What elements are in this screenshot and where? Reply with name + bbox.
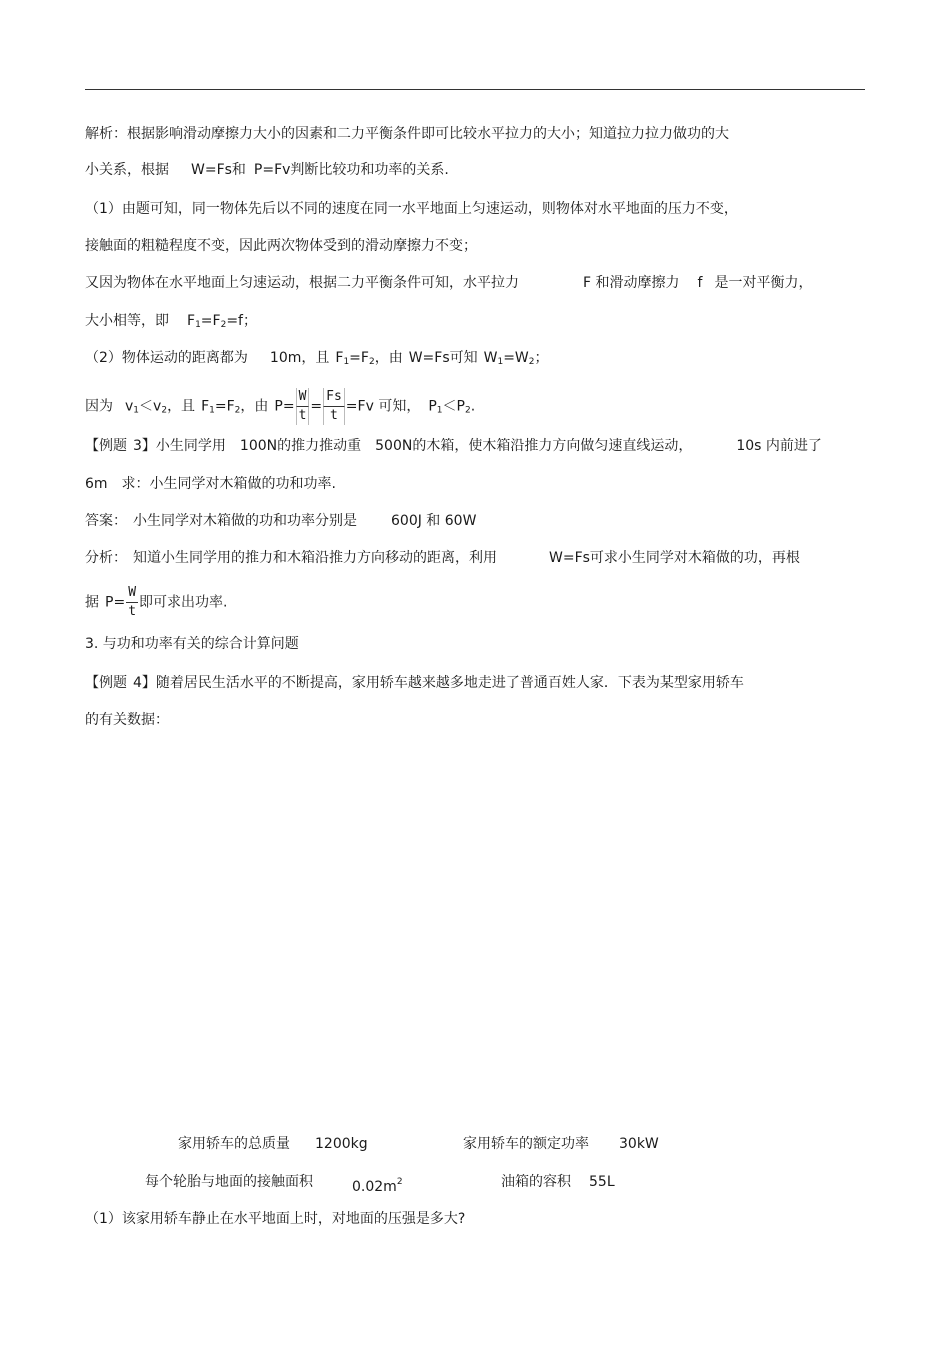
text: 6m [85, 476, 108, 492]
text: 小关系，根据 [85, 162, 169, 178]
formula: F [335, 350, 344, 366]
formula: =Fv 可知， [345, 398, 421, 415]
example-4-line-1 [85, 673, 744, 693]
section-title: 3. 与功和功率有关的综合计算问题 [85, 636, 299, 652]
denominator: t [296, 407, 310, 425]
section-heading [85, 634, 299, 654]
analysis-3-line-2 [85, 584, 227, 621]
text: 【例题 [85, 675, 127, 691]
formula: W=Fs可知 [408, 350, 478, 366]
subscript: 1 [133, 405, 140, 416]
table-cell: 1200kg [315, 1136, 368, 1152]
numerator: W [126, 584, 138, 603]
example-4-line-2 [85, 710, 169, 730]
example-3-line-2 [85, 474, 336, 494]
formula: =F [200, 313, 221, 329]
analysis-line-4 [85, 236, 477, 256]
text: 10s 内前进了 [736, 438, 822, 454]
formula: = [310, 398, 323, 415]
analysis-line-8 [85, 388, 475, 425]
table-cell: 油箱的容积 [501, 1174, 571, 1190]
text: 4】随着居民生活水平的不断提高，家用轿车越来越多地走进了普通百姓人家．下表为某型家用轿车 [133, 675, 744, 691]
formula: P= [105, 594, 126, 611]
text: 是一对平衡力， [714, 275, 813, 291]
text: 3】小生同学用 [133, 438, 226, 454]
text: 求：小生同学对木箱做的功和功率. [121, 476, 336, 492]
table-cell: 55L [589, 1174, 615, 1190]
text: W=Fs可求小生同学对木箱做的功，再根 [549, 550, 800, 566]
numerator: Fs [323, 388, 345, 407]
subscript: 1 [209, 405, 215, 416]
text: 10m，且 [269, 350, 330, 366]
denominator: t [323, 407, 345, 425]
analysis-line-6 [85, 311, 257, 335]
text: 500N的木箱，使木箱沿推力方向做匀速直线运动， [375, 438, 693, 454]
subscript: 2 [234, 405, 241, 416]
text: 据 [85, 594, 99, 611]
superscript: 2 [396, 1177, 403, 1187]
table-cell [352, 1172, 403, 1197]
text: 大小相等，即 [85, 313, 169, 329]
subscript: 2 [161, 405, 168, 416]
text: 知道小生同学用的推力和木箱沿推力方向移动的距离，利用 [133, 550, 497, 566]
subscript: 2 [220, 320, 227, 330]
analysis-line-3 [85, 199, 738, 219]
subscript: 1 [497, 357, 504, 367]
text: 接触面的粗糙程度不变，因此两次物体受到的滑动摩擦力不变； [85, 238, 477, 254]
text: 因为 [85, 398, 113, 415]
numerator: W [296, 388, 310, 407]
subscript: 1 [436, 405, 443, 416]
text: 600J 和 60W [391, 513, 477, 529]
analysis-line-2 [85, 160, 449, 180]
table-cell: 每个轮胎与地面的接触面积 [145, 1174, 313, 1190]
analysis-text: 解析：根据影响滑动摩擦力大小的因素和二力平衡条件即可比较水平拉力的大小；知道拉力拉力做功的大 [85, 126, 729, 142]
text: ，由 [240, 398, 269, 415]
subscript: 2 [528, 357, 535, 367]
formula: F [187, 313, 196, 329]
text: . [470, 398, 476, 415]
text: 又因为物体在水平地面上匀速运动，根据二力平衡条件可知，水平拉力 [85, 275, 519, 291]
label: 答案： [85, 513, 127, 529]
example-3-line-1 [85, 436, 822, 456]
answer-line [85, 511, 476, 531]
text: 【例题 [85, 438, 127, 454]
analysis-line-5 [85, 273, 812, 293]
text: f [697, 275, 703, 291]
subscript: 1 [195, 320, 201, 330]
text: 100N的推力推动重 [239, 438, 362, 454]
analysis-line-7 [85, 348, 549, 372]
text: （1）该家用轿车静止在水平地面上时，对地面的压强是多大? [85, 1211, 466, 1227]
text: （1）由题可知，同一物体先后以不同的速度在同一水平地面上匀速运动，则物体对水平地面的压力不变， [85, 201, 738, 217]
formula: ＜v [139, 398, 162, 415]
fraction-w-over-t [296, 388, 310, 425]
formula: v [125, 398, 134, 415]
denominator: t [128, 604, 137, 619]
text: （2）物体运动的距离都为 [85, 350, 248, 366]
text: ； [534, 350, 549, 366]
table-cell: 30kW [619, 1136, 659, 1152]
text: 的有关数据： [85, 712, 169, 728]
formula: =f； [226, 313, 257, 329]
formula: P [428, 398, 437, 415]
text: ，由 [374, 350, 403, 366]
formula: =F [349, 350, 369, 366]
analysis-3-line-1 [85, 548, 800, 568]
text: 即可求出功率. [139, 594, 228, 611]
text: 小生同学对木箱做的功和功率分别是 [133, 513, 357, 529]
formula: =W [503, 350, 529, 366]
table-cell: 家用轿车的额定功率 [463, 1136, 589, 1152]
subscript: 2 [368, 357, 375, 367]
fraction-fs-over-t [323, 388, 345, 425]
analysis-line-1 [85, 124, 729, 144]
value: 0.02m [352, 1179, 397, 1195]
formula: P= [274, 398, 295, 415]
question-1 [85, 1209, 465, 1229]
formula: =F [214, 398, 235, 415]
formula: ＜P [442, 398, 465, 415]
formula: W [483, 350, 498, 366]
table-cell: 家用轿车的总质量 [178, 1136, 290, 1152]
subscript: 2 [464, 405, 471, 416]
label: 分析： [85, 550, 127, 566]
subscript: 1 [343, 357, 350, 367]
text: ，且 [167, 398, 196, 415]
formula: F [201, 398, 210, 415]
fraction-w-over-t [126, 584, 138, 621]
formula: P=Fv判断比较功和功率的关系. [253, 162, 449, 178]
formula: W=Fs和 [191, 162, 246, 178]
header-rule [85, 89, 865, 90]
text: F 和滑动摩擦力 [583, 275, 680, 291]
